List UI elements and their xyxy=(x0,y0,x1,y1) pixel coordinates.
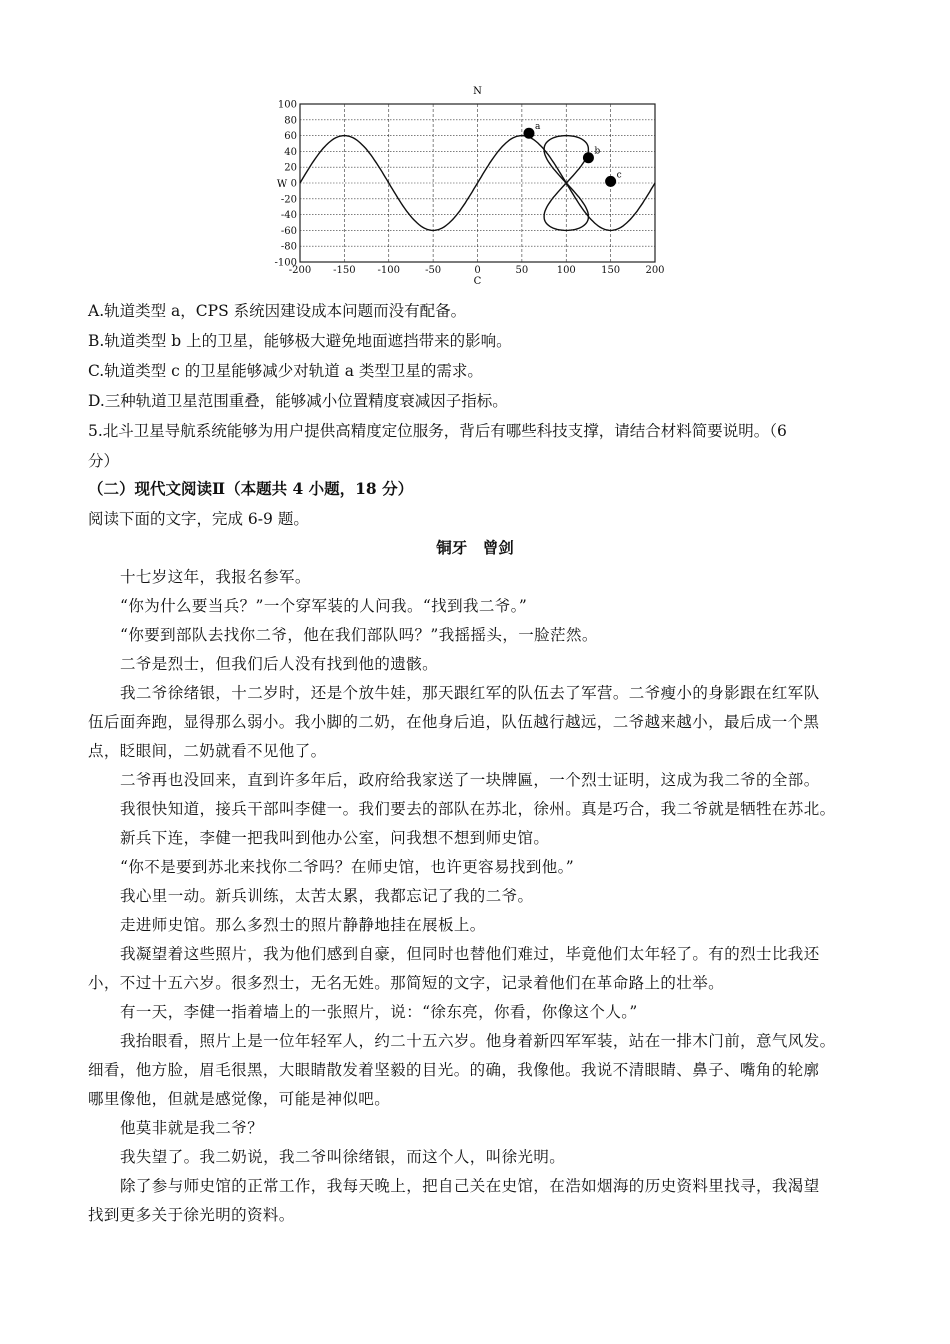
option-b: B.轨道类型 b 上的卫星，能够极大避免地面遮挡带来的影响。 xyxy=(88,332,512,350)
article-line: 小，不过十五六岁。很多烈士，无名无姓。那简短的文字，记录着他们在革命路上的壮举。 xyxy=(88,974,725,992)
x-tick-label: 50 xyxy=(515,265,529,276)
article-line: 有一天，李健一指着墙上的一张照片，说：“徐东亮，你看，你像这个人。” xyxy=(120,1003,638,1021)
article-line: “你不是要到苏北来找你二爷吗？在师史馆，也许更容易找到他。” xyxy=(120,858,575,876)
satellite-point-c xyxy=(605,176,616,187)
satellite-point-a xyxy=(523,128,534,139)
satellite-label-c: c xyxy=(616,170,622,181)
section-instruction: 阅读下面的文字，完成 6-9 题。 xyxy=(88,510,309,528)
y-tick-label: -80 xyxy=(280,241,297,253)
article-line: 除了参与师史馆的正常工作，我每天晚上，把自己关在史馆，在浩如烟海的历史资料里找寻，我渴望 xyxy=(120,1177,820,1195)
orbit-ground-track-figure xyxy=(270,78,680,286)
x-tick-label: 150 xyxy=(601,265,621,276)
y-tick-label: -100 xyxy=(274,257,297,269)
article-line: 我二爷徐绪银，十二岁时，还是个放牛娃，那天跟红军的队伍去了军营。二爷瘦小的身影跟在红军队 xyxy=(120,684,820,702)
article-title: 铜牙 曾剑 xyxy=(436,538,514,557)
article-line: “你要到部队去找你二爷，他在我们部队吗？”我摇摇头，一脸茫然。 xyxy=(120,626,598,644)
y-tick-label: -60 xyxy=(280,225,297,237)
satellite-label-b: b xyxy=(594,146,601,157)
x-tick-label: -200 xyxy=(288,265,312,276)
article-line: 十七岁这年，我报名参军。 xyxy=(120,568,311,586)
article-line: 二爷是烈士，但我们后人没有找到他的遗骸。 xyxy=(120,655,439,673)
y-tick-label: 0 xyxy=(290,178,297,190)
north-label: N xyxy=(473,86,482,97)
article-line: 细看，他方脸，眉毛很黑，大眼睛散发着坚毅的目光。的确，我像他。我说不清眼睛、鼻子、嘴角的轮廓 xyxy=(88,1061,820,1079)
article-line: 二爷再也没回来，直到许多年后，政府给我家送了一块牌匾，一个烈士证明，这成为我二爷的全部。 xyxy=(120,771,820,789)
article-line: 我心里一动。新兵训练，太苦太累，我都忘记了我的二爷。 xyxy=(120,887,534,905)
y-tick-label: 100 xyxy=(277,99,297,111)
article-line: 我凝望着这些照片，我为他们感到自豪，但同时也替他们难过，毕竟他们太年轻了。有的烈士比我还 xyxy=(120,945,820,963)
article-line: 新兵下连，李健一把我叫到他办公室，问我想不想到师史馆。 xyxy=(120,829,550,847)
x-tick-label: 100 xyxy=(556,265,576,276)
article-line: 我失望了。我二奶说，我二爷叫徐绪银，而这个人，叫徐光明。 xyxy=(120,1148,566,1166)
y-tick-label: -20 xyxy=(280,194,297,206)
y-tick-label: 40 xyxy=(284,146,297,158)
x-tick-label: -150 xyxy=(333,265,356,276)
y-tick-label: 20 xyxy=(284,162,297,174)
article-line: 我抬眼看，照片上是一位年轻军人，约二十五六岁。他身着新四军军装，站在一排木门前，意气风发。 xyxy=(120,1032,836,1050)
y-tick-label: 60 xyxy=(284,131,297,143)
y-tick-label: -40 xyxy=(280,210,297,222)
question-5-line2: 分） xyxy=(88,452,120,470)
x-tick-label: 0 xyxy=(474,265,481,276)
x-tick-label: -50 xyxy=(425,265,442,276)
article-line: 他莫非就是我二爷？ xyxy=(120,1119,264,1137)
south-label: C xyxy=(473,276,482,286)
ground-track-chart xyxy=(270,78,680,286)
x-tick-label: 200 xyxy=(645,265,665,276)
article-line: 点，眨眼间，二奶就看不见他了。 xyxy=(88,742,327,760)
option-d: D.三种轨道卫星范围重叠，能够减小位置精度衰减因子指标。 xyxy=(88,392,508,410)
article-line: 哪里像他，但就是感觉像，可能是神似吧。 xyxy=(88,1090,391,1108)
question-5-line1: 5.北斗卫星导航系统能够为用户提供高精度定位服务，背后有哪些科技支撑，请结合材料简要说明。（6 xyxy=(88,422,787,440)
satellite-label-a: a xyxy=(534,122,541,133)
x-tick-label: -100 xyxy=(377,265,400,276)
satellite-point-b xyxy=(583,152,594,163)
section-heading: （二）现代文阅读Ⅱ（本题共 4 小题，18 分） xyxy=(88,479,414,498)
article-line: 伍后面奔跑，显得那么弱小。我小脚的二奶，在他身后追，队伍越行越远，二爷越来越小，最后成一个黑 xyxy=(88,713,820,731)
option-c: C.轨道类型 c 的卫星能够减少对轨道 a 类型卫星的需求。 xyxy=(88,362,483,380)
article-line: “你为什么要当兵？”一个穿军装的人问我。“找到我二爷。” xyxy=(120,597,528,615)
y-tick-label: 80 xyxy=(284,115,297,127)
article-line: 找到更多关于徐光明的资料。 xyxy=(88,1206,295,1224)
west-label: W xyxy=(276,179,288,190)
option-a: A.轨道类型 a，CPS 系统因建设成本问题而没有配备。 xyxy=(88,302,467,320)
article-line: 走进师史馆。那么多烈士的照片静静地挂在展板上。 xyxy=(120,916,486,934)
article-line: 我很快知道，接兵干部叫李健一。我们要去的部队在苏北，徐州。真是巧合，我二爷就是牺牲在苏北。 xyxy=(120,800,836,818)
